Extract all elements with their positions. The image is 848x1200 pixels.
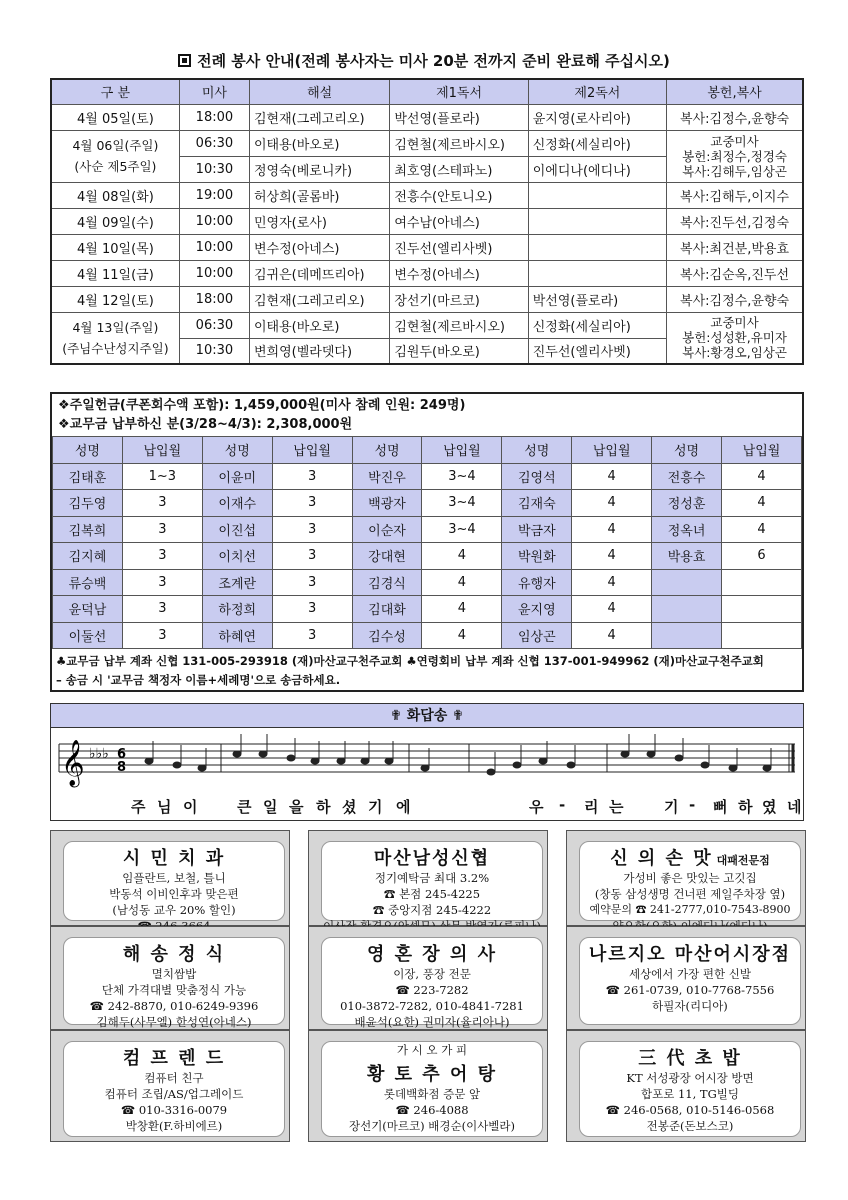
name-cell: 김재숙 [502,490,572,517]
note-head [421,765,430,772]
ad-name-text: 신 의 손 맛 [610,848,713,869]
name-cell: 김두영 [53,490,123,517]
table-row [51,182,803,208]
note-head [513,762,522,769]
commentator-cell: 변수정(아네스) [250,234,390,260]
table-row [51,104,803,130]
month-cell: 4 [572,516,652,543]
header-cell: 제2독서 [528,79,666,104]
note-head [198,765,207,772]
ad-line: 합포로 11, TG빌딩 [640,1087,739,1101]
name-cell: 김영석 [502,463,572,490]
lyric-syllable: - [559,796,567,814]
ad-line: 컴퓨터 친구 [144,1071,204,1085]
lyric-syllable: 우 [529,798,545,816]
ad-name-text: 영 혼 장 의 사 [366,944,497,965]
commentator-cell: 정영숙(베로니카) [250,156,390,182]
lyric-syllable: 을 [289,798,305,816]
ad-name-text: 三 代 초 밥 [638,1048,742,1069]
reading1-cell: 김현철(제르바시오) [390,130,528,156]
month-cell: 4 [422,543,502,570]
time-cell: 10:30 [179,338,249,364]
name-cell [652,596,722,623]
name-cell: 박용효 [652,543,722,570]
month-cell: 6 [722,543,802,570]
name-cell: 윤덕남 [53,596,123,623]
server-cell: 복사:최건분,박용효 [667,234,803,260]
liturgy-schedule-table [50,78,804,365]
reading2-cell: 신정화(세실리아) [528,130,666,156]
donation-section [50,392,804,692]
ad-card [308,926,548,1030]
note-head [311,758,320,765]
month-cell [722,622,802,649]
lyric-syllable: 에 [396,798,412,816]
header-cell: 성명 [652,437,722,464]
time-cell: 18:00 [179,104,249,130]
ad-line: 이장, 풍장 전문 [393,967,471,981]
name-cell: 류승백 [53,569,123,596]
ad-line: ☎ 242-8870, 010-6249-9396 [89,999,259,1013]
header-cell: 납입월 [422,437,502,464]
name-cell: 백광자 [352,490,422,517]
header-cell: 성명 [502,437,572,464]
table-row [51,260,803,286]
table-row [53,463,802,490]
donation-rows [53,463,802,649]
reading1-cell: 전흥수(안토니오) [390,182,528,208]
reading2-cell: 이에디나(에디나) [528,156,666,182]
reading1-cell: 변수정(아네스) [390,260,528,286]
ad-card [566,830,806,926]
ad-line: 단체 가격대별 맞춤정식 가능 [101,983,247,997]
ad-line: ☎ 246-0568, 010-5146-0568 [605,1103,775,1117]
table-header-row [51,79,803,104]
name-cell: 윤지영 [502,596,572,623]
lyric-syllable: 하 [738,798,754,816]
header-cell: 봉헌,복사 [667,79,803,104]
lyric-syllable: 하 [316,798,332,816]
month-cell: 4 [422,569,502,596]
ad-card [50,830,290,926]
ad-line: 김해두(사무엘) 한성연(아네스) [96,1015,252,1029]
ad-name [64,940,284,966]
ad-card-inner [63,937,285,1029]
name-cell: 박진우 [352,463,422,490]
ad-card-inner [63,1041,285,1137]
commentator-cell: 이태용(바오로) [250,130,390,156]
name-cell: 하혜연 [202,622,272,649]
reading2-cell: 진두선(엘리사벳) [528,338,666,364]
lyric-syllable: 네 [787,798,803,816]
name-cell: 이치선 [202,543,272,570]
month-cell: 3 [272,622,352,649]
ad-line: ☎ 본점 245-4225 [383,887,481,901]
commentator-cell: 김현재(그레고리오) [250,286,390,312]
note-head [701,762,710,769]
reading1-cell: 김원두(바오로) [390,338,528,364]
ad-line: 전봉준(돈보스코) [646,1119,734,1133]
ad-name [580,940,800,966]
month-cell: 3 [122,490,202,517]
ad-card-inner [579,841,801,921]
time-cell: 19:00 [179,182,249,208]
name-cell: 전흥수 [652,463,722,490]
note-head [259,751,268,758]
reading1-cell: 진두선(엘리사벳) [390,234,528,260]
name-cell: 김대화 [352,596,422,623]
ad-line: 임플란트, 보철, 틀니 [122,871,226,885]
month-cell: 4 [422,622,502,649]
time-cell: 10:30 [179,156,249,182]
ad-card-inner [321,841,543,921]
month-cell: 4 [722,516,802,543]
name-cell: 김복희 [53,516,123,543]
lyric-syllable: 님 [157,798,173,816]
table-row [53,596,802,623]
ad-line: 박창환(F.하비에르) [125,1119,223,1133]
note-head [145,758,154,765]
ad-card-inner [321,1041,543,1137]
reading1-cell: 장선기(마르코) [390,286,528,312]
commentator-cell: 김현재(그레고리오) [250,104,390,130]
lyric-syllable: 큰 [237,798,253,816]
header-cell: 구 분 [51,79,179,104]
ad-name [580,1044,800,1070]
lyric-syllable: 이 [183,798,199,816]
reading2-cell: 박선영(플로라) [528,286,666,312]
ad-line: 배윤석(요한) 권미자(율리아나) [354,1015,510,1029]
ad-name [322,844,542,870]
name-cell [652,569,722,596]
header-cell: 미사 [179,79,249,104]
header-cell: 성명 [352,437,422,464]
date-cell: 4월 09일(수) [51,208,179,234]
commentator-cell: 김귀은(데메뜨리아) [250,260,390,286]
date-cell: 4월 13일(주일) (주님수난성지주일) [51,312,179,364]
music-staff [51,728,805,794]
ad-name [580,844,800,870]
table-row [53,543,802,570]
name-cell: 조계란 [202,569,272,596]
ad-line: 정기예탁금 최대 3.2% [374,871,490,885]
time-cell: 06:30 [179,130,249,156]
month-cell: 4 [722,463,802,490]
ad-line: 장선기(마르코) 배경순(이사벨라) [348,1119,516,1133]
note-head [233,751,242,758]
ad-card [566,926,806,1030]
reading2-cell [528,234,666,260]
month-cell: 3 [122,516,202,543]
treble-clef-icon: 𝄞 [61,740,85,786]
note-head [729,765,738,772]
month-cell: 3 [272,596,352,623]
ad-name [64,1044,284,1070]
time-signature: 8 [117,760,127,775]
reading1-cell: 박선영(플로라) [390,104,528,130]
ad-name [322,1060,542,1086]
date-cell: 4월 08일(화) [51,182,179,208]
month-cell: 4 [572,490,652,517]
ad-name-text: 나르지오 마산어시장점 [588,944,792,965]
date-cell: 4월 12일(토) [51,286,179,312]
lyric-syllable: 기 [368,798,384,816]
table-row [51,312,803,338]
header-cell: 납입월 [572,437,652,464]
table-row [51,130,803,156]
month-cell: 1~3 [122,463,202,490]
month-cell: 3 [122,543,202,570]
ad-line: ☎ 223-7282 [395,983,469,997]
month-cell [722,569,802,596]
ad-line: (남성동 교우 20% 할인) [112,903,236,917]
ad-line: 가성비 좋은 맛있는 고깃집 [623,871,757,885]
month-cell [722,596,802,623]
ad-name [64,844,284,870]
name-cell: 이둘선 [53,622,123,649]
table-header-row [53,437,802,464]
lyric-syllable: 뻐 [713,798,729,816]
ad-name-text: 시 민 치 과 [122,848,226,869]
month-cell: 4 [722,490,802,517]
name-cell: 김태훈 [53,463,123,490]
lyric-syllable: 주 [131,798,147,816]
reading2-cell: 신정화(세실리아) [528,312,666,338]
time-cell: 10:00 [179,208,249,234]
month-cell: 3 [272,463,352,490]
name-cell: 하정희 [202,596,272,623]
ad-name-text: 황 토 추 어 탕 [366,1064,497,1085]
checkbox-icon [178,54,191,67]
ad-line: 롯데백화점 증문 앞 [383,1087,481,1101]
ad-line: 하필자(리디아) [652,999,728,1013]
ad-line: 예약문의 ☎ 241-2777,010-7543-8900 [589,903,791,916]
name-cell: 김경식 [352,569,422,596]
note-head [647,751,656,758]
ad-line: ☎ 246-4088 [395,1103,469,1117]
date-cell: 4월 10일(목) [51,234,179,260]
ad-line: 010-3872-7282, 010-4841-7281 [340,999,524,1013]
name-cell: 박원화 [502,543,572,570]
time-signature: 6 [117,747,127,762]
account-notes: ♣교무금 납부 계좌 신협 131-005-293918 (재)마산교구천주교회 ♣연령회비 납부 계좌 신협 137-001-949962 (재)마산교구천주교회 – 송금 시 '교무금 책정자 이름+세례명'으로 송금하세요. [56,654,764,687]
ad-card-inner [579,1041,801,1137]
month-cell: 4 [572,596,652,623]
ad-line: 컴퓨터 조립/AS/업그레이드 [104,1087,244,1101]
ad-name-text: 마산남성신협 [373,848,491,869]
ad-name [322,940,542,966]
reading2-cell [528,182,666,208]
commentator-cell: 이태용(바오로) [250,312,390,338]
month-cell: 3 [122,569,202,596]
server-cell: 교중미사 봉헌:성성환,유미자 복사:황경오,임상곤 [667,312,803,364]
lyric-syllable: 일 [263,798,279,816]
ad-pretitle: 가 시 오 가 피 [396,1043,468,1057]
reading2-cell [528,260,666,286]
name-cell: 강대현 [352,543,422,570]
ad-card [308,1030,548,1142]
note-head [763,765,772,772]
ad-card [566,1030,806,1142]
name-cell: 정옥녀 [652,516,722,543]
reading2-cell: 윤지영(로사리아) [528,104,666,130]
name-cell: 김지혜 [53,543,123,570]
ad-line: KT 서성광장 어시장 방면 [626,1071,754,1085]
server-cell: 교중미사 봉헌:최정수,정경숙 복사:김해두,임상곤 [667,130,803,182]
ad-line: (창동 삼성생명 건너편 제일주차장 옆) [594,887,786,901]
name-cell [652,622,722,649]
ad-card-inner [321,937,543,1029]
notes [145,734,772,776]
month-cell: 3 [272,516,352,543]
month-cell: 3~4 [422,463,502,490]
name-cell: 김수성 [352,622,422,649]
month-cell: 3 [272,543,352,570]
ad-line: ☎ 261-0739, 010-7768-7556 [605,983,775,997]
reading1-cell: 최호영(스테파노) [390,156,528,182]
ad-card-inner [579,937,801,1025]
name-cell: 유행자 [502,569,572,596]
table-row [51,286,803,312]
lyric-syllable: - [689,796,697,814]
name-cell: 박금자 [502,516,572,543]
ad-line: 박동석 이비인후과 맞은편 [109,887,239,901]
month-cell: 4 [422,596,502,623]
header-cell: 해설 [250,79,390,104]
month-cell: 4 [572,463,652,490]
note-head [539,758,548,765]
note-head [173,762,182,769]
date-cell: 4월 05일(토) [51,104,179,130]
table-row [53,622,802,649]
donation-table [52,436,802,649]
date-cell: 4월 06일(주일) (사순 제5주일) [51,130,179,182]
commentator-cell: 민영자(로사) [250,208,390,234]
note-head [337,758,346,765]
note-head [675,755,684,762]
month-cell: 3 [272,569,352,596]
name-cell: 이재수 [202,490,272,517]
ad-name-text: 컴 프 렌 드 [122,1048,226,1069]
header-cell: 성명 [202,437,272,464]
note-head [385,758,394,765]
month-cell: 3~4 [422,516,502,543]
lyric-syllable: 는 [609,798,625,816]
header-cell: 납입월 [272,437,352,464]
name-cell: 정성훈 [652,490,722,517]
reading1-cell: 여수남(아네스) [390,208,528,234]
note-head [287,755,296,762]
header-cell: 납입월 [722,437,802,464]
table-row [51,234,803,260]
ad-card [50,926,290,1030]
table-row [51,208,803,234]
header-cell: 납입월 [122,437,202,464]
header-cell: 성명 [53,437,123,464]
header-cell: 제1독서 [390,79,528,104]
commentator-cell: 변희영(벨라뎃다) [250,338,390,364]
ad-tag: 대패전문점 [716,854,770,867]
month-cell: 4 [572,569,652,596]
time-cell: 18:00 [179,286,249,312]
server-cell: 복사:진두선,김정숙 [667,208,803,234]
name-cell: 이진섭 [202,516,272,543]
name-cell: 이윤미 [202,463,272,490]
donation-info: ❖주일헌금(쿠폰회수액 포함): 1,459,000원(미사 참례 인원: 249명) ❖교무금 납부하신 분(3/28~4/3): 2,308,000원 [58,398,466,432]
commentator-cell: 허상희(골롬바) [250,182,390,208]
date-cell: 4월 11일(금) [51,260,179,286]
month-cell: 3 [122,596,202,623]
reading1-cell: 김현철(제르바시오) [390,312,528,338]
psalm-section [50,703,804,821]
name-cell: 이순자 [352,516,422,543]
ad-card [308,830,548,926]
time-cell: 10:00 [179,234,249,260]
lyric-syllable: 셨 [342,798,358,816]
month-cell: 3 [272,490,352,517]
table-row [53,516,802,543]
psalm-header: ✟ 화답송 ✟ [51,704,803,728]
note-head [487,769,496,776]
reading2-cell [528,208,666,234]
lyric-syllable: 였 [762,798,778,816]
ad-line: 세상에서 가장 편한 신발 [628,967,752,981]
lyric-syllable: 리 [584,798,600,816]
time-cell: 10:00 [179,260,249,286]
ad-card-inner [63,841,285,921]
month-cell: 3 [122,622,202,649]
ad-line: ☎ 중앙지점 245-4222 [372,903,492,917]
month-cell: 3~4 [422,490,502,517]
name-cell: 임상곤 [502,622,572,649]
ad-card [50,1030,290,1142]
server-cell: 복사:김정수,윤향숙 [667,286,803,312]
note-head [361,758,370,765]
lyric-syllable: 기 [664,798,680,816]
server-cell: 복사:김정수,윤향숙 [667,104,803,130]
time-cell: 06:30 [179,312,249,338]
note-head [567,762,576,769]
ad-line: ☎ 010-3316-0079 [120,1103,228,1117]
note-head [621,751,630,758]
table-row [53,490,802,517]
ad-line: 멸치쌈밥 [151,967,197,981]
page-title: 전례 봉사 안내(전례 봉사자는 미사 20분 전까지 준비 완료해 주십시오) [0,50,848,71]
ad-name-text: 해 송 정 식 [122,944,226,965]
month-cell: 4 [572,543,652,570]
flat-icon: ♭♭♭ [89,746,109,762]
server-cell: 복사:김순옥,진두선 [667,260,803,286]
table-row [53,569,802,596]
month-cell: 4 [572,622,652,649]
server-cell: 복사:김해두,이지수 [667,182,803,208]
